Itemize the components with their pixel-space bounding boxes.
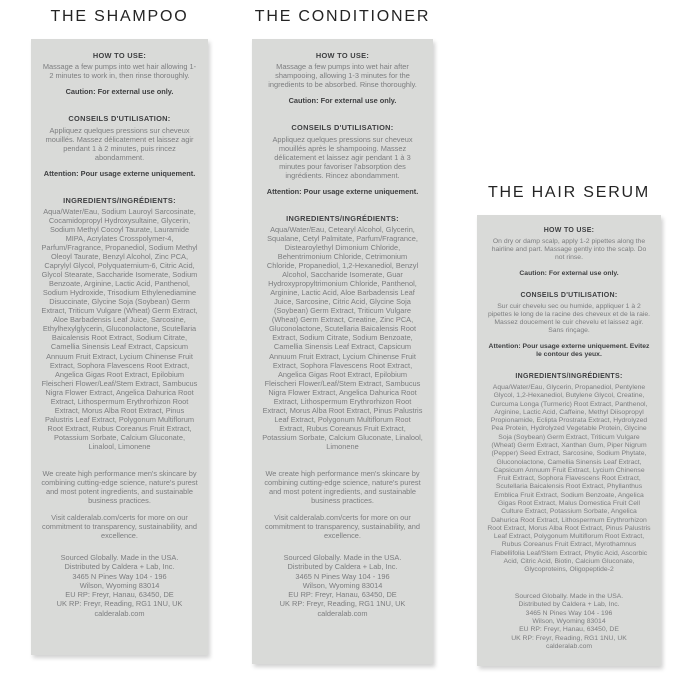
conseils-text: Appliquez quelques pressions sur cheveux mouillés après le shampooing. Massez délicatement et laissez agir pendant 1 à 3 minutes pour favoriser l'absorption des ingrédients. Rincez abondamment. (272, 134, 413, 180)
address-line: Distributed by Caldera + Lab, Inc. (64, 562, 175, 572)
address-block (41, 553, 198, 618)
how-to-use-heading: HOW TO USE: (92, 51, 147, 60)
address-line-url: calderalab.com (94, 608, 145, 618)
ingredients-heading: INGREDIENTS/INGRÉDIENTS: (286, 213, 399, 223)
caution-text: Caution: For external use only. (519, 269, 619, 277)
info-panel (252, 39, 433, 664)
conseils-heading: CONSEILS D'UTILISATION: (68, 114, 171, 124)
mission-text: We create high performance men's skincare by combining cutting-edge science, nature's purest and most potent ingredients, and sustainable business practices. (41, 468, 198, 505)
address-line: Sourced Globally. Made in the USA. (514, 592, 624, 600)
how-to-use-text: Massage a few pumps into wet hair after shampooing, allowing 1-3 minutes for the ingredients to be absorbed. Rinse thoroughly. (268, 62, 417, 90)
product-column-conditioner (252, 8, 433, 664)
conseils-heading: CONSEILS D'UTILISATION: (520, 291, 618, 299)
address-block (262, 553, 423, 618)
how-to-use-text: On dry or damp scalp, apply 1-2 pipettes along the hairline and part. Massage gently into the scalp. Do not rinse. (491, 237, 647, 262)
product-title: THE SHAMPOO (50, 8, 189, 25)
product-title: THE CONDITIONER (254, 8, 431, 25)
attention-text: Attention: Pour usage externe uniquement. Evitez le contour des yeux. (488, 342, 650, 359)
caution-text: Caution: For external use only. (65, 87, 174, 97)
address-line: Distributed by Caldera + Lab, Inc. (287, 562, 398, 572)
ingredients-text: Aqua/Water/Eau, Sodium Lauroyl Sarcosinate, Cocamidopropyl Hydroxysultaine, Glycerin, Sodium Methyl Cocoyl Taurate, Lauramide MIPA, Acrylates Crosspolymer-4, Parfum/Fragrance, Propanediol, Sodium Methyl Oleoyl Taurate, Benzyl Alcohol, Zinc PCA, Caprylyl Glycol, Polyquaternium-6, Citric Acid, Glycol Stearate, Saccharide Isomerate, Sodium Benzoate, Arginine, Lactic Acid, Panthenol, Sodium Hydroxide, Trisodium Ethylenediamine Disuccinate, Glycine Soja (Soybean) Germ Extract, Triticum Vulgare (Wheat) Germ Extract, Aloe Barbadensis Leaf Juice, Sarcosine, Ethylhexylglycerin, Gluconolactone, Scutellaria Baicalensis Root Extract, Sodium Citrate, Camellia Sinensis Leaf Extract, Capsicum Annuum Fruit Extract, Lycium Chinense Fruit Extract, Sophora Flavescens Root Extract, Angelica Gigas Root Extract, Epilobium Fleischeri Flower/Leaf/Stem Extract, Sambucus Nigra Flower Extract, Angelica Dahurica Root Extract, Lithospermum Erythrorhizon Root Extract, Morus Alba Root Extract, Pinus Palustris Leaf Extract, Polygonum Multiflorum Root Extract, Rubus Coreanus Fruit Extract, Potassium Sorbate, Calcium Gluconate, Linalool, Limonene (41, 207, 198, 451)
address-line: EU RP: Freyr, Hanau, 63450, DE (65, 590, 174, 600)
attention-text: Attention: Pour usage externe uniquement. (43, 168, 196, 178)
ingredients-text: Aqua/Water/Eau, Glycerin, Propanediol, Pentylene Glycol, 1,2-Hexanediol, Butylene Glycol, Creatine, Curcuma Longa (Turmeric) Root Extract, Panthenol, Arginine, Lactic Acid, Caffeine, Methyl Diisopropyl Propionamide, Eclipta Prostrata Extract, Hydrolyzed Pea Protein, Hydrolyzed Vegetable Protein, Glycine Soja (Soybean) Germ Extract, Triticum Vulgare (Wheat) Germ Extract, Xanthan Gum, Piper Nigrum (Pepper) Seed Extract, Sarcosine, Sodium Phytate, Gluconolactone, Camellia Sinensis Leaf Extract, Capsicum Annuum Fruit Extract, Lycium Chinense Fruit Extract, Sophora Flavescens Root Extract, Scutellaria Baicalensis Root Extract, Phyllanthus Emblica Fruit Extract, Sodium Benzoate, Angelica Gigas Root Extract, Malus Domestica Fruit Cell Culture Extract, Potassium Sorbate, Angelica Dahurica Root Extract, Lithospermum Erythrorhizon Root Extract, Morus Alba Root Extract, Pinus Palustris Leaf Extract, Polygonum Multiflorum Root Extract, Rubus Coreanus Fruit Extract, Myrothamnus Flabellifolia Leaf/Stem Extract, Phytic Acid, Ascorbic Acid, Citric Acid, Biotin, Calcium Gluconate, Glycoproteins, Oligopeptide-2 (487, 384, 651, 574)
how-to-use-heading: HOW TO USE: (315, 51, 370, 60)
address-line: Sourced Globally. Made in the USA. (60, 553, 179, 563)
address-line: EU RP: Freyr, Hanau, 63450, DE (288, 590, 397, 600)
address-line: 3465 N Pines Way 104 - 196 (525, 609, 613, 617)
caution-text: Caution: For external use only. (288, 96, 397, 106)
product-title: THE HAIR SERUM (487, 184, 651, 201)
ingredients-text: Aqua/Water/Eau, Cetearyl Alcohol, Glycerin, Squalane, Cetyl Palmitate, Parfum/Fragrance, Distearoylethyl Dimonium Chloride, Behentrimonium Chloride, Cetrimonium Chloride, Propanediol, 1,2-Hexanediol, Benzyl Alcohol, Saccharide Isomerate, Guar Hydroxypropyltrimonium Chloride, Panthenol, Arginine, Lactic Acid, Aloe Barbadensis Leaf Juice, Sarcosine, Citric Acid, Glycine Soja (Soybean) Germ Extract, Triticum Vulgare (Wheat) Germ Extract, Creatine, Zinc PCA, Gluconolactone, Scutellaria Baicalensis Root Extract, Sodium Citrate, Sodium Benzoate, Camellia Sinensis Leaf Extract, Capsicum Annuum Fruit Extract, Lycium Chinense Fruit Extract, Sophora Flavescens Root Extract, Angelica Gigas Root Extract, Epilobium Fleischeri Flower/Leaf/Stem Extract, Sambucus Nigra Flower Extract, Angelica Dahurica Root Extract, Lithospermum Erythrorhizon Root Extract, Morus Alba Root Extract, Pinus Palustris Leaf Extract, Polygonum Multiflorum Root Extract, Rubus Coreanus Fruit Extract, Potassium Sorbate, Calcium Gluconate, Linalool, Limonene (262, 225, 423, 451)
conseils-text: Sur cuir chevelu sec ou humide, appliquer 1 à 2 pipettes le long de la racine des cheveux et de la raie. Massez doucement le cuir chevelu et laissez agir. Sans rinçage. (487, 302, 651, 335)
conseils-text: Appliquez quelques pressions sur cheveux mouillés. Massez délicatement et laissez agir pendant 1 à 2 minutes, puis rincez abondamment. (45, 125, 194, 162)
how-to-use-heading: HOW TO USE: (543, 227, 595, 234)
address-line: 3465 N Pines Way 104 - 196 (295, 571, 390, 581)
address-line: UK RP: Freyr, Reading, RG1 1NU, UK (56, 599, 183, 609)
address-line: UK RP: Freyr, Reading, RG1 1NU, UK (279, 599, 406, 609)
certs-text: Visit calderalab.com/certs for more on our commitment to transparency, sustainability, and excellence. (265, 512, 420, 541)
product-column-shampoo (31, 8, 208, 655)
ingredients-heading: INGREDIENTS/INGRÉDIENTS: (515, 373, 623, 381)
product-column-hair-serum (477, 184, 661, 666)
address-line: Distributed by Caldera + Lab, Inc. (518, 601, 620, 609)
info-panel (31, 39, 208, 655)
address-line: Wilson, Wyoming 83014 (302, 580, 383, 590)
address-line: UK RP: Freyr, Reading, RG1 1NU, UK (511, 634, 627, 642)
how-to-use-text: Massage a few pumps into wet hair allowing 1-2 minutes to work in, then rinse thoroughly. (42, 62, 197, 81)
address-block (487, 593, 651, 652)
address-line-url: calderalab.com (545, 643, 593, 651)
info-panel (477, 215, 661, 666)
address-line: Wilson, Wyoming 83014 (532, 617, 606, 625)
ingredients-heading: INGREDIENTS/INGRÉDIENTS: (63, 195, 176, 205)
address-line: Sourced Globally. Made in the USA. (283, 553, 402, 563)
mission-text: We create high performance men's skincare by combining cutting-edge science, nature's purest and most potent ingredients, and sustainable business practices. (264, 468, 421, 505)
conseils-heading: CONSEILS D'UTILISATION: (291, 123, 394, 133)
certs-text: Visit calderalab.com/certs for more on our commitment to transparency, sustainability, and excellence. (42, 512, 197, 541)
address-line-url: calderalab.com (317, 608, 368, 618)
address-line: 3465 N Pines Way 104 - 196 (72, 571, 167, 581)
attention-text: Attention: Pour usage externe uniquement. (266, 186, 419, 196)
address-line: EU RP: Freyr, Hanau, 63450, DE (519, 626, 619, 634)
address-line: Wilson, Wyoming 83014 (79, 580, 160, 590)
